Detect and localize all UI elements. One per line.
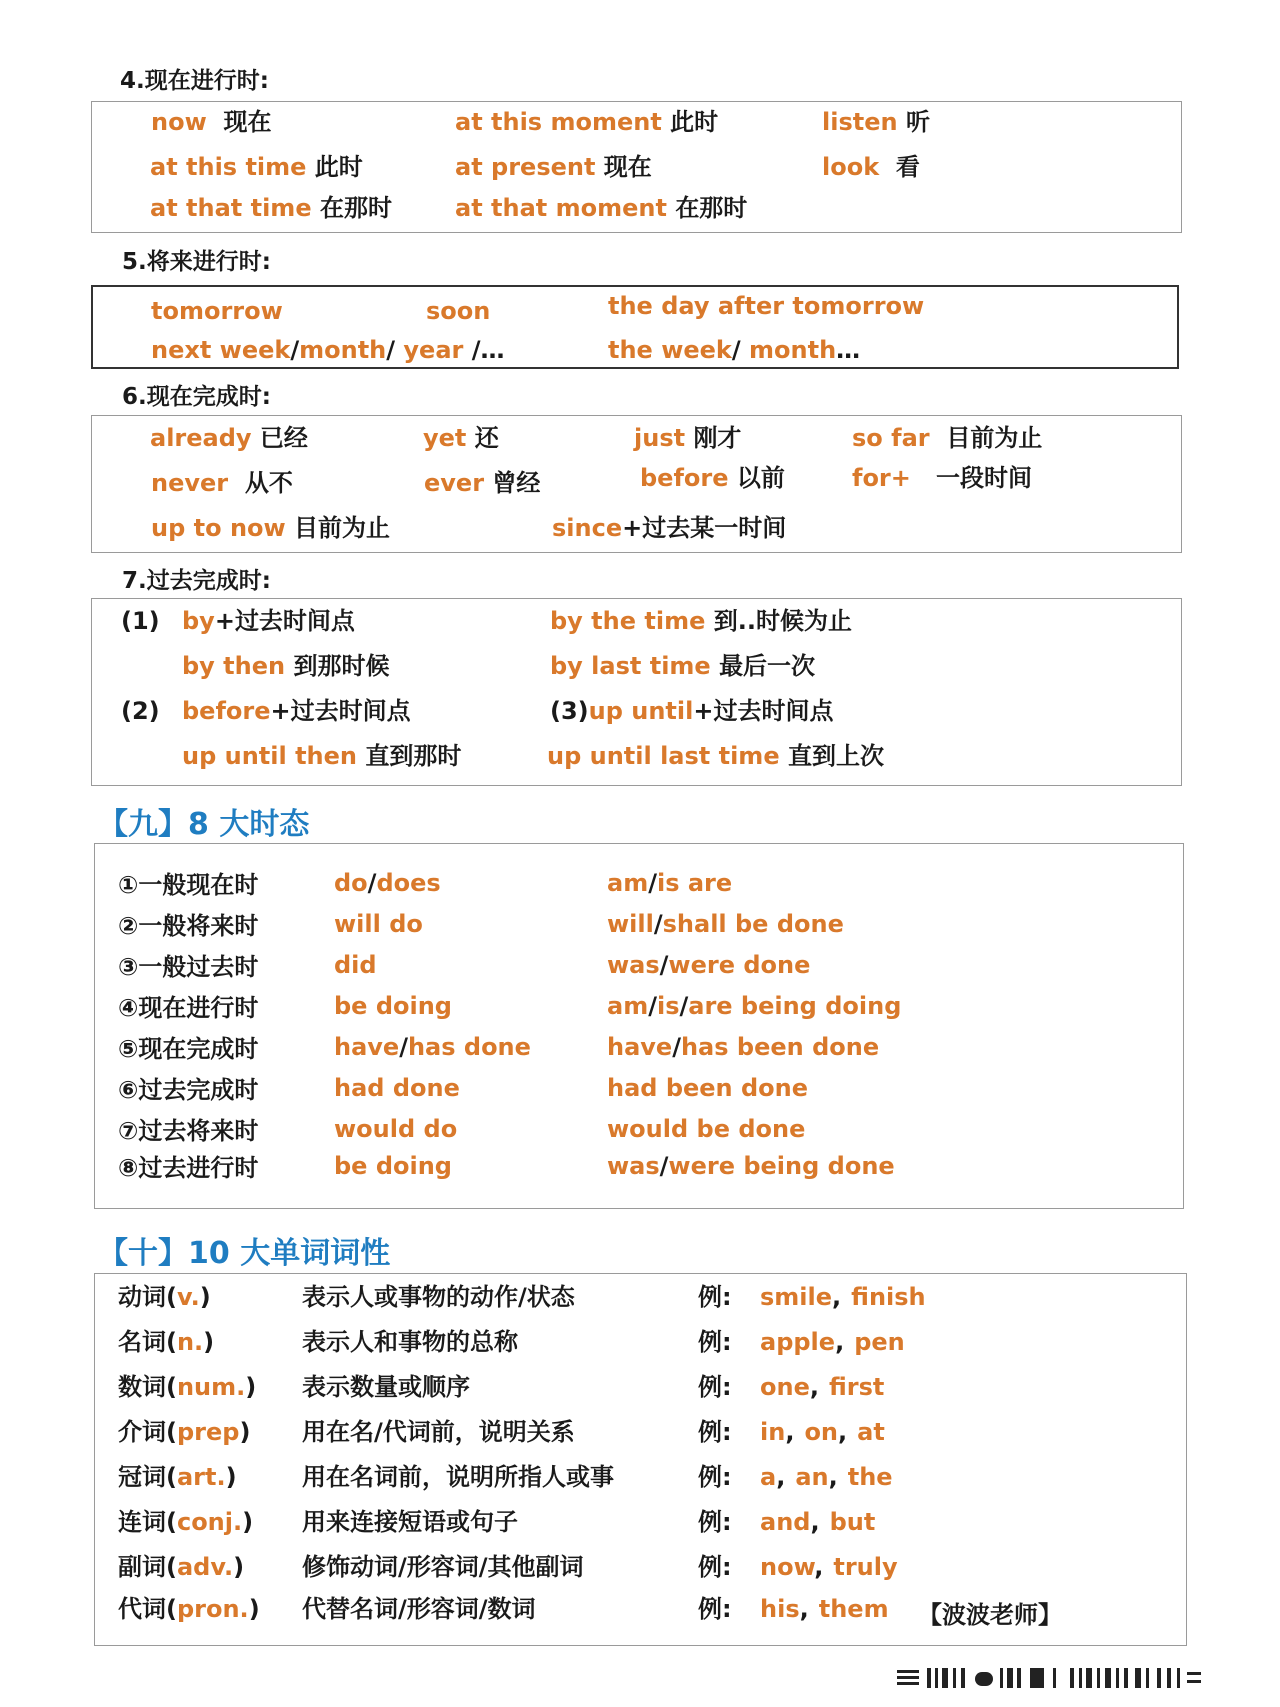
tense-active-form: be doing [334, 1152, 452, 1180]
term-item: just 刚才 [634, 424, 742, 452]
pos-description: 用在名/代词前，说明关系 [302, 1418, 575, 1446]
watermark-logo [895, 1664, 1255, 1692]
pos-name: 介词(prep) [118, 1418, 251, 1446]
pos-name: 名词(n.) [118, 1328, 215, 1356]
tense-active-form: did [334, 951, 377, 979]
pos-examples: and, but [760, 1508, 876, 1536]
tense-passive-form: had been done [607, 1074, 809, 1102]
term-item: so far 目前为止 [852, 424, 1043, 452]
pos-examples: apple, pen [760, 1328, 905, 1356]
example-label: 例: [698, 1463, 732, 1491]
tense-passive-form: will/shall be done [607, 910, 844, 938]
tense-active-form: will do [334, 910, 423, 938]
example-label: 例: [698, 1283, 732, 1311]
example-label: 例: [698, 1418, 732, 1446]
term-item: by then 到那时候 [182, 652, 390, 680]
tense-active-form: would do [334, 1115, 458, 1143]
tense-active-form: be doing [334, 992, 452, 1020]
pos-description: 表示人或事物的动作/状态 [302, 1283, 575, 1311]
pos-name: 连词(conj.) [118, 1508, 254, 1536]
term-item: the day after tomorrow [608, 292, 925, 320]
tense-active-form: do/does [334, 869, 441, 897]
term-item: next week/month/ year /… [151, 336, 505, 364]
term-item: by+过去时间点 [182, 607, 355, 635]
term-item: at present 现在 [455, 153, 652, 181]
tense-name: ⑦过去将来时 [118, 1117, 259, 1145]
term-item: at that moment 在那时 [455, 194, 748, 222]
pos-name: 副词(adv.) [118, 1553, 245, 1581]
term-item: by last time 最后一次 [550, 652, 816, 680]
tense-name: ⑥过去完成时 [118, 1076, 259, 1104]
tense-name: ①一般现在时 [118, 871, 259, 899]
section-7-title: 7.过去完成时: [122, 568, 271, 594]
term-item: up to now 目前为止 [151, 514, 391, 542]
tense-name: ④现在进行时 [118, 994, 259, 1022]
pos-description: 修饰动词/形容词/其他副词 [302, 1553, 584, 1581]
tense-name: ⑤现在完成时 [118, 1035, 259, 1063]
tense-passive-form: am/is are [607, 869, 733, 897]
term-item: for+ 一段时间 [852, 464, 1032, 492]
section-4-title: 4.现在进行时: [120, 68, 269, 94]
pos-name: 数词(num.) [118, 1373, 257, 1401]
pos-name: 动词(v.) [118, 1283, 211, 1311]
example-label: 例: [698, 1328, 732, 1356]
example-label: 例: [698, 1373, 732, 1401]
term-item: look 看 [822, 153, 920, 181]
term-item: already 已经 [150, 424, 308, 452]
example-label: 例: [698, 1553, 732, 1581]
term-item: now 现在 [151, 108, 272, 136]
term-item: up until then 直到那时 [182, 742, 462, 770]
item-number: (2) [121, 697, 160, 725]
pos-description: 用在名词前，说明所指人或事 [302, 1463, 614, 1491]
pos-examples: a, an, the [760, 1463, 893, 1491]
pos-description: 表示数量或顺序 [302, 1373, 470, 1401]
term-item: before 以前 [640, 464, 785, 492]
term-item: yet 还 [423, 424, 499, 452]
pos-examples: in, on, at [760, 1418, 885, 1446]
example-label: 例: [698, 1508, 732, 1536]
term-item: up until last time 直到上次 [547, 742, 884, 770]
tense-passive-form: have/has been done [607, 1033, 880, 1061]
pos-description: 用来连接短语或句子 [302, 1508, 518, 1536]
tense-passive-form: was/were done [607, 951, 811, 979]
term-item: at that time 在那时 [150, 194, 392, 222]
tense-passive-form: am/is/are being doing [607, 992, 902, 1020]
term-item: listen 听 [822, 108, 930, 136]
term-item: before+过去时间点 [182, 697, 411, 725]
term-item: never 从不 [151, 469, 293, 497]
pos-examples: smile, finish [760, 1283, 926, 1311]
tense-name: ③一般过去时 [118, 953, 259, 981]
pos-description: 代替名词/形容词/数词 [302, 1595, 536, 1623]
section-6-title: 6.现在完成时: [122, 384, 271, 410]
term-item: at this time 此时 [150, 153, 363, 181]
section-9-title: 【九】8 大时态 [98, 807, 310, 842]
term-item: (3)up until+过去时间点 [550, 697, 834, 725]
section-5-title: 5.将来进行时: [122, 249, 271, 275]
pos-examples: his, them [760, 1595, 889, 1623]
tense-name: ⑧过去进行时 [118, 1154, 259, 1182]
credit-label: 【波波老师】 [918, 1601, 1062, 1629]
term-item: since+过去某一时间 [552, 514, 787, 542]
pos-name: 冠词(art.) [118, 1463, 237, 1491]
tense-name: ②一般将来时 [118, 912, 259, 940]
term-item: soon [426, 297, 491, 325]
tense-active-form: had done [334, 1074, 460, 1102]
pos-name: 代词(pron.) [118, 1595, 260, 1623]
term-item: at this moment 此时 [455, 108, 719, 136]
tense-passive-form: would be done [607, 1115, 806, 1143]
section-10-title: 【十】10 大单词词性 [98, 1236, 391, 1271]
example-label: 例: [698, 1595, 732, 1623]
pos-box [94, 1273, 1187, 1646]
item-number: (1) [121, 607, 160, 635]
pos-description: 表示人和事物的总称 [302, 1328, 518, 1356]
tense-passive-form: was/were being done [607, 1152, 895, 1180]
pos-examples: one, first [760, 1373, 885, 1401]
term-item: tomorrow [151, 297, 283, 325]
pos-examples: now, truly [760, 1553, 898, 1581]
term-item: the week/ month… [608, 336, 861, 364]
term-item: by the time 到..时候为止 [550, 607, 852, 635]
term-item: ever 曾经 [424, 469, 541, 497]
tense-active-form: have/has done [334, 1033, 531, 1061]
